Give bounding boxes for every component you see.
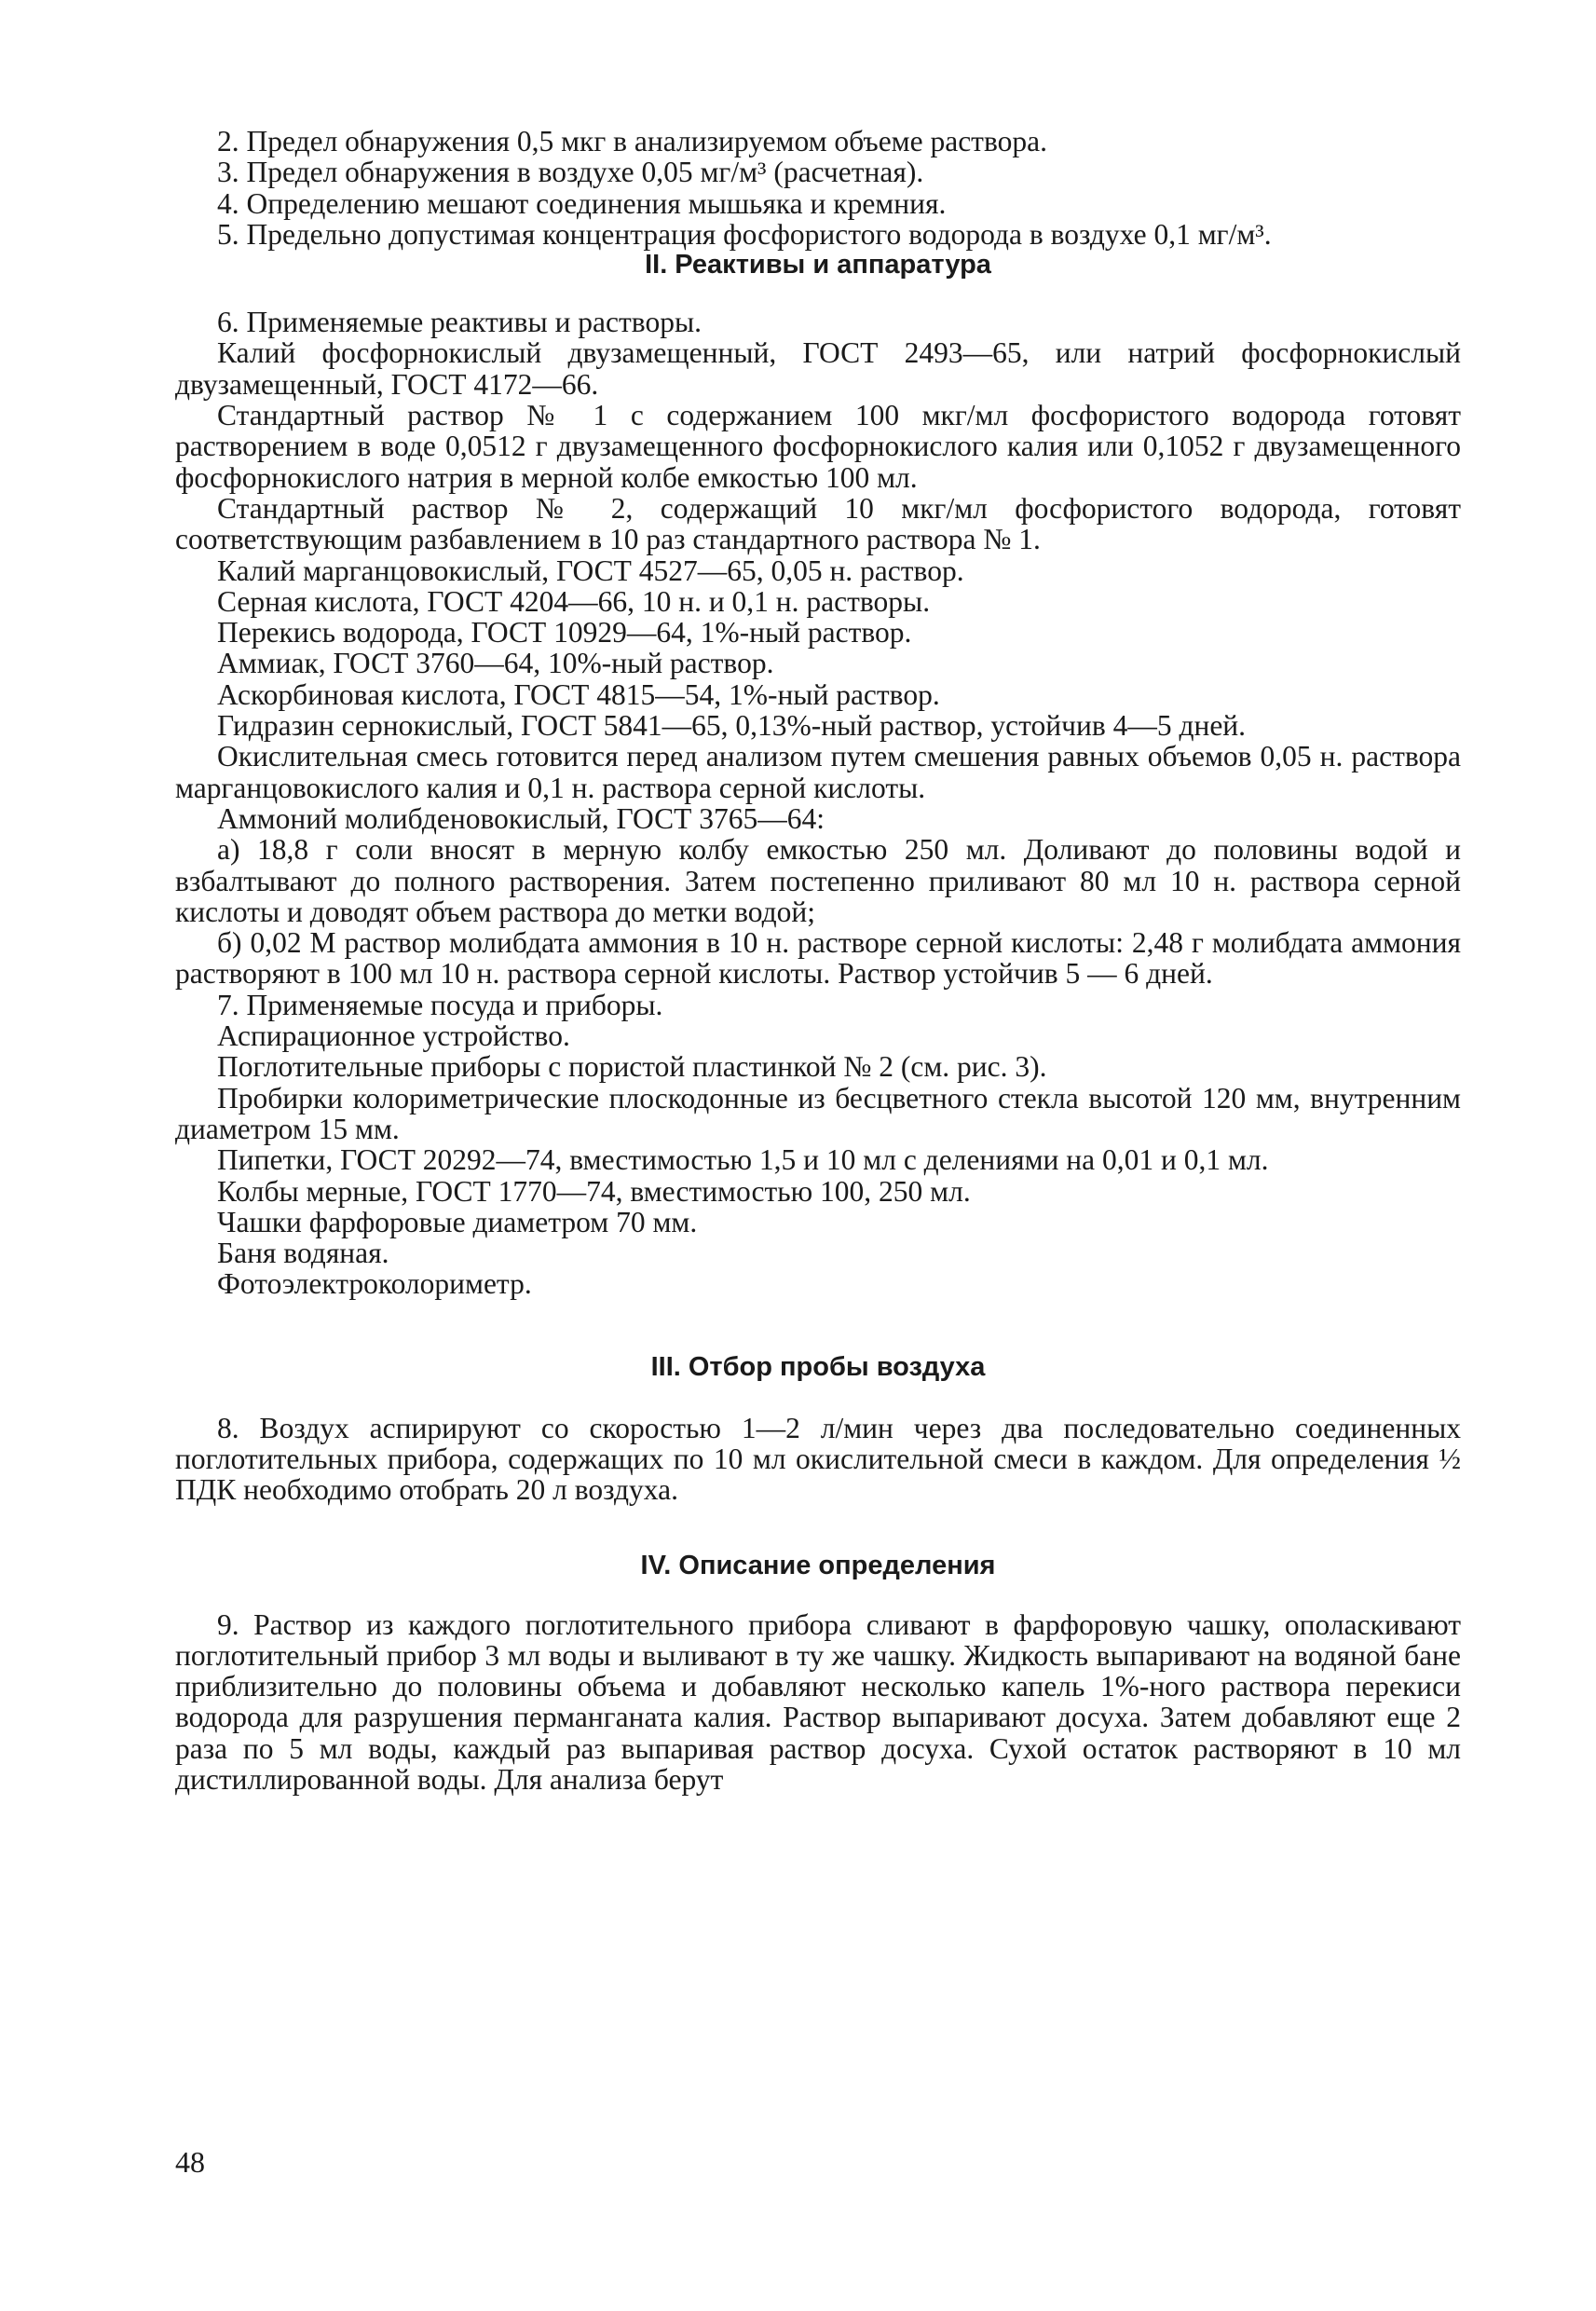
paragraph: Аспирационное устройство. bbox=[217, 1019, 570, 1053]
paragraph: Гидразин сернокислый, ГОСТ 5841—65, 0,13%-ный раствор, устойчив 4—5 дней. bbox=[217, 709, 1247, 743]
page-number: 48 bbox=[175, 2145, 205, 2179]
intro-item: 4. Определению мешают соединения мышьяка и кремния. bbox=[217, 186, 947, 220]
section-heading: III. Отбор пробы воздуха bbox=[650, 1351, 986, 1382]
paragraph: Калий фосфорнокислый двузамещенный, ГОСТ 2493—65, или натрий фосфорнокислый двузамещенный, ГОСТ 4172—66. bbox=[175, 336, 1461, 401]
paragraph: Стандартный раствор № 2, содержащий 10 мкг/мл фосфористого водорода, готовят соответствующим разбавлением в 10 раз стандартного раствора № 1. bbox=[175, 491, 1461, 556]
intro-item: 3. Предел обнаружения в воздухе 0,05 мг/м³ (расчетная). bbox=[217, 156, 924, 189]
paragraph: 7. Применяемые посуда и приборы. bbox=[217, 988, 663, 1021]
paragraph: Аммиак, ГОСТ 3760—64, 10%-ный раствор. bbox=[217, 647, 774, 680]
paragraph: Серная кислота, ГОСТ 4204—66, 10 н. и 0,1 н. растворы. bbox=[217, 584, 931, 618]
paragraph: а) 18,8 г соли вносят в мерную колбу емкостью 250 мл. Доливают до половины водой и взбалтывают до полного растворения. Затем постепенно приливают 80 мл 10 н. раствора серной кислоты и доводят объем раствора до метки водой; bbox=[175, 833, 1461, 928]
section-body bbox=[175, 1413, 1461, 1506]
paragraph: Аскорбиновая кислота, ГОСТ 4815—54, 1%-ный раствор. bbox=[217, 677, 940, 711]
paragraph: Перекись водорода, ГОСТ 10929—64, 1%-ный раствор. bbox=[217, 616, 912, 650]
intro-block bbox=[175, 126, 1461, 250]
paragraph: Аммоний молибденовокислый, ГОСТ 3765—64: bbox=[217, 801, 825, 835]
paragraph: Стандартный раствор № 1 с содержанием 100 мкг/мл фосфористого водорода готовят растворением в воде 0,0512 г двузамещенного фосфорнокислого калия или 0,1052 г двузамещенного фосфорнокислого натрия в мерной колбе емкостью 100 мл. bbox=[175, 399, 1461, 494]
paragraph: Поглотительные приборы с пористой пластинкой № 2 (см. рис. 3). bbox=[217, 1050, 1047, 1084]
section-body bbox=[175, 1609, 1461, 1796]
paragraph: Чашки фарфоровые диаметром 70 мм. bbox=[217, 1205, 698, 1238]
intro-item: 2. Предел обнаружения 0,5 мкг в анализируемом объеме раствора. bbox=[217, 125, 1047, 157]
section-body bbox=[175, 307, 1461, 1300]
paragraph: б) 0,02 М раствор молибдата аммония в 10 н. растворе серной кислоты: 2,48 г молибдата аммония растворяют в 100 мл 10 н. раствора серной кислоты. Раствор устойчив 5 — 6 дней. bbox=[175, 926, 1461, 991]
intro-item: 5. Предельно допустимая концентрация фосфористого водорода в воздухе 0,1 мг/м³. bbox=[217, 217, 1272, 251]
paragraph: Колбы мерные, ГОСТ 1770—74, вместимостью 100, 250 мл. bbox=[217, 1174, 971, 1208]
paragraph: Калий марганцовокислый, ГОСТ 4527—65, 0,05 н. раствор. bbox=[217, 554, 964, 587]
paragraph: 8. Воздух аспирируют со скоростью 1—2 л/мин через два последовательно соединенных поглотительных прибора, содержащих по 10 мл окислительной смеси в каждом. Для определения ½ ПДК необходимо отобрать 20 л воздуха. bbox=[175, 1411, 1461, 1507]
document-page bbox=[175, 126, 1461, 1795]
section-heading: IV. Описание определения bbox=[640, 1550, 996, 1580]
paragraph: Пипетки, ГОСТ 20292—74, вместимостью 1,5 и 10 мл с делениями на 0,01 и 0,1 мл. bbox=[217, 1143, 1269, 1177]
section-heading: II. Реактивы и аппаратура bbox=[645, 250, 991, 280]
paragraph: 6. Применяемые реактивы и растворы. bbox=[217, 306, 702, 339]
paragraph: 9. Раствор из каждого поглотительного прибора сливают в фарфоровую чашку, ополаскивают поглотительный прибор 3 мл воды и выливают в ту же чашку. Жидкость выпаривают на водяной бане приблизительно до половины объема и добавляют несколько капель 1%-ного раствора перекиси водорода для разрушения перманганата калия. Раствор выпаривают досуха. Затем добавляют еще 2 раза по 5 мл воды, каждый раз выпаривая раствор досуха. Сухой остаток растворяют в 10 мл дистиллированной воды. Для анализа берут bbox=[175, 1607, 1461, 1797]
paragraph: Фотоэлектроколориметр. bbox=[217, 1267, 532, 1301]
paragraph: Окислительная смесь готовится перед анализом путем смешения равных объемов 0,05 н. раствора марганцовокислого калия и 0,1 н. раствора серной кислоты. bbox=[175, 740, 1461, 804]
paragraph: Баня водяная. bbox=[217, 1237, 389, 1270]
paragraph: Пробирки колориметрические плоскодонные из бесцветного стекла высотой 120 мм, внутренним диаметром 15 мм. bbox=[175, 1081, 1461, 1145]
